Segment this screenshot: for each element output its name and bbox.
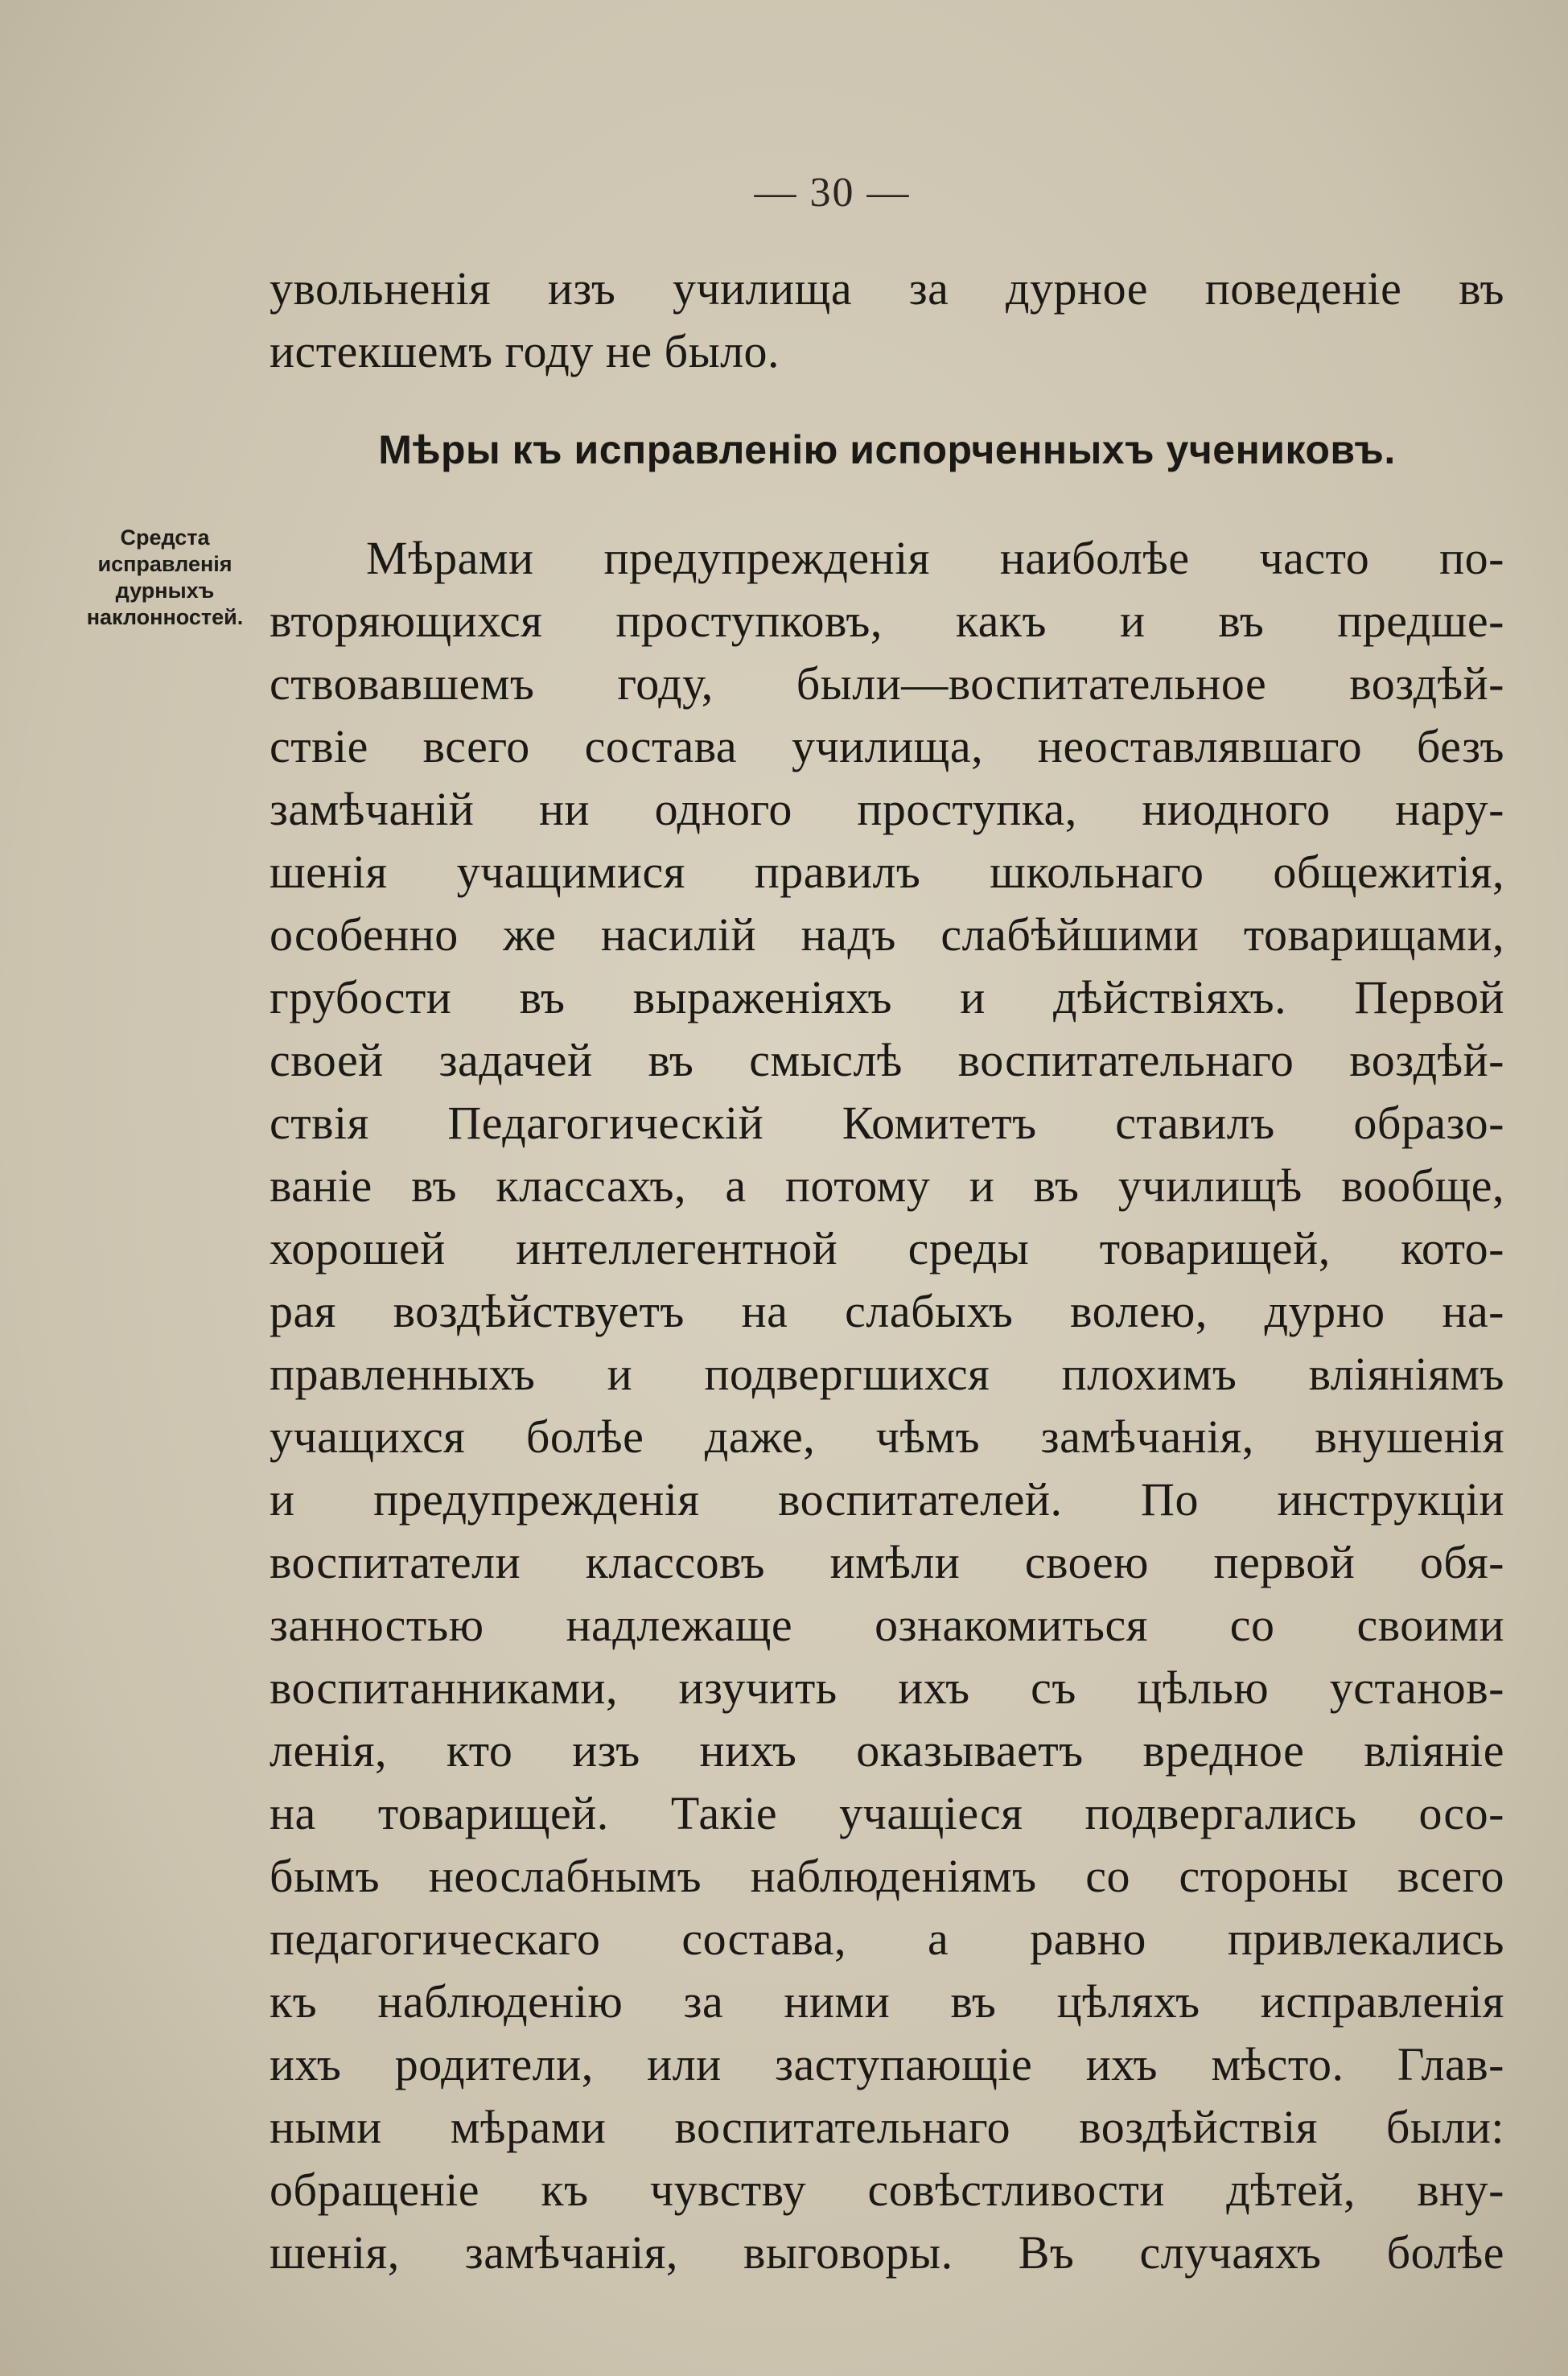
margin-note-line: Средста bbox=[120, 525, 210, 550]
text-line: грубости въ выраженіяхъ и дѣйствіяхъ. Первой bbox=[270, 971, 1504, 1023]
margin-note-line: исправленія bbox=[97, 552, 233, 576]
margin-note-line: наклонностей. bbox=[86, 605, 244, 629]
main-paragraph bbox=[270, 527, 1504, 2284]
page-number: — 30 — bbox=[754, 170, 911, 216]
text-line: шенія учащимися правилъ школьнаго общежитія, bbox=[270, 846, 1504, 898]
text-line: замѣчаній ни одного проступка, ниодного нару- bbox=[270, 783, 1504, 835]
text-line: истекшемъ году не было. bbox=[270, 325, 780, 377]
text-line: воспитатели классовъ имѣли своею первой обя- bbox=[270, 1536, 1504, 1588]
text-line: ствіе всего состава училища, неоставлявшаго безъ bbox=[270, 720, 1504, 772]
text-line: ствія Педагогическій Комитетъ ставилъ образо- bbox=[270, 1097, 1504, 1149]
text-line: и предупрежденія воспитателей. По инструкціи bbox=[270, 1473, 1504, 1526]
text-line: учащихся болѣе даже, чѣмъ замѣчанія, внушенія bbox=[270, 1410, 1504, 1463]
text-line: правленныхъ и подвергшихся плохимъ вліяніямъ bbox=[270, 1348, 1504, 1400]
text-line: педагогическаго состава, а равно привлекались bbox=[270, 1913, 1504, 1965]
text-line: ленія, кто изъ нихъ оказываетъ вредное вліяніе bbox=[270, 1724, 1504, 1777]
text-line: рая воздѣйствуетъ на слабыхъ волею, дурно на- bbox=[270, 1285, 1504, 1337]
text-line: ными мѣрами воспитательнаго воздѣйствія были: bbox=[270, 2101, 1504, 2153]
intro-text bbox=[270, 257, 1504, 383]
text-line: на товарищей. Такіе учащіеся подвергались осо- bbox=[270, 1787, 1504, 1839]
text-line: особенно же насилій надъ слабѣйшими товарищами, bbox=[270, 908, 1504, 961]
text-line: своей задачей въ смыслѣ воспитательнаго воздѣй- bbox=[270, 1034, 1504, 1086]
text-line: занностью надлежаще ознакомиться со своими bbox=[270, 1599, 1504, 1651]
text-line: бымъ неослабнымъ наблюденіямъ со стороны всего bbox=[270, 1850, 1504, 1902]
section-heading: Мѣры къ исправленію испорченныхъ учениковъ. bbox=[378, 427, 1396, 472]
text-line: ствовавшемъ году, были—воспитательное воздѣй- bbox=[270, 657, 1504, 710]
text-line: воспитанниками, изучить ихъ съ цѣлью установ- bbox=[270, 1662, 1504, 1714]
margin-note-line: дурныхъ bbox=[115, 579, 215, 603]
text-line: Мѣрами предупрежденія наиболѣе часто по- bbox=[366, 532, 1504, 584]
text-line: ваніе въ классахъ, а потому и въ училищѣ вообще, bbox=[270, 1159, 1504, 1212]
text-line: вторяющихся проступковъ, какъ и въ предше- bbox=[270, 595, 1504, 647]
text-line: ихъ родители, или заступающіе ихъ мѣсто. Глав- bbox=[270, 2038, 1504, 2090]
text-line: хорошей интеллегентной среды товарищей, кото- bbox=[270, 1222, 1504, 1274]
margin-note bbox=[72, 525, 257, 631]
text-line: шенія, замѣчанія, выговоры. Въ случаяхъ болѣе bbox=[270, 2226, 1504, 2279]
text-line: увольненія изъ училища за дурное поведеніе въ bbox=[270, 262, 1504, 315]
text-line: обращеніе къ чувству совѣстливости дѣтей, вну- bbox=[270, 2164, 1504, 2216]
text-line: къ наблюденію за ними въ цѣляхъ исправленія bbox=[270, 1975, 1504, 2028]
